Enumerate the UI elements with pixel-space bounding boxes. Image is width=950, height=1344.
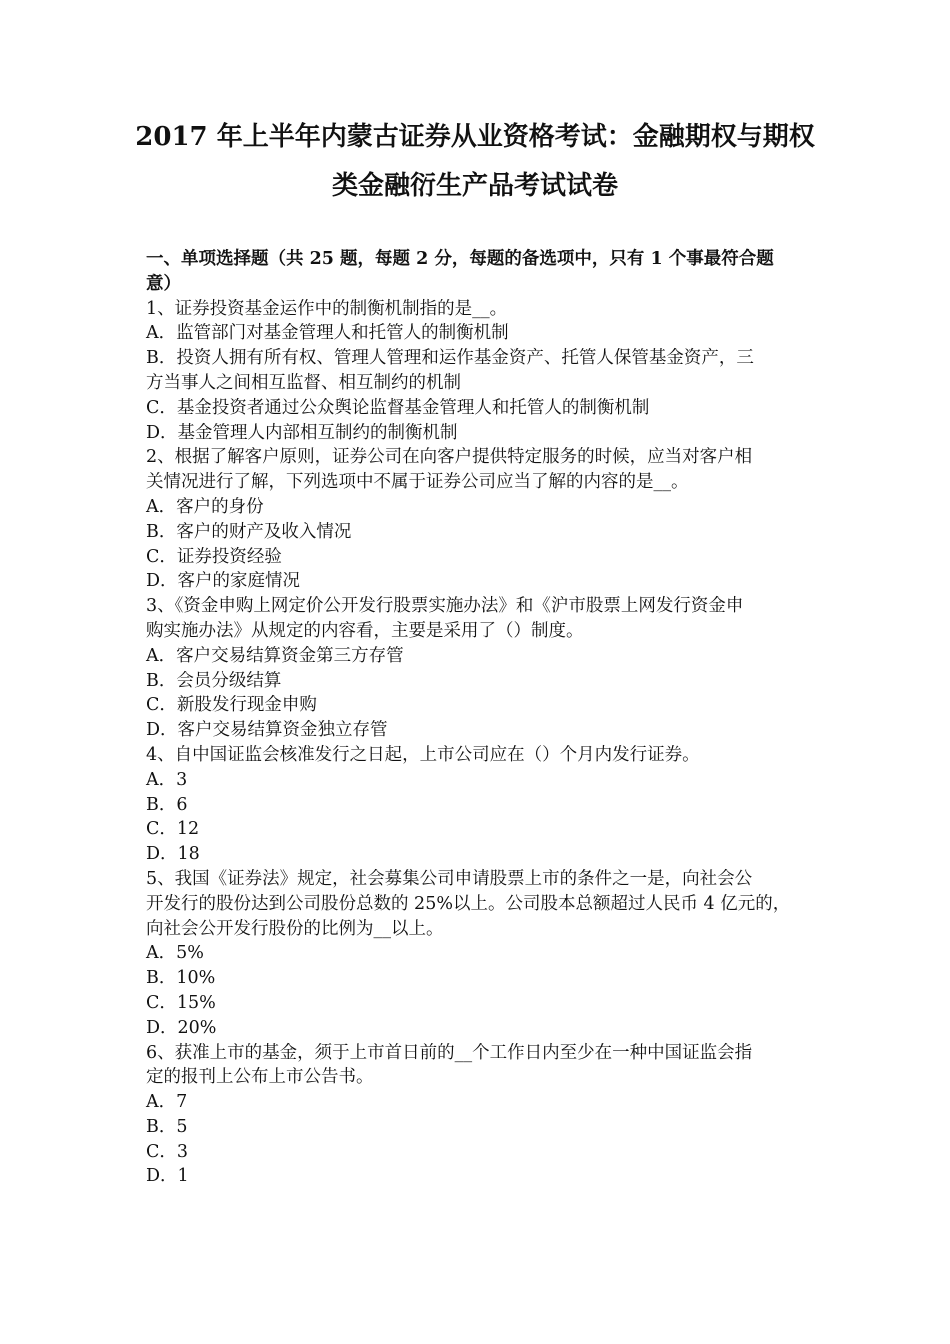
question-block [146,445,816,594]
answer-option-line: D．20% [146,1017,217,1038]
answer-option-line: C．3 [146,1141,189,1162]
question-stem-line: 4、自中国证监会核准发行之日起，上市公司应在（）个月内发行证券。 [146,744,700,765]
document-title-line-1: 2017 年上半年内蒙古证券从业资格考试：金融期权与期权 [135,122,815,152]
question-stem-line: 5、我国《证券法》规定，社会募集公司申请股票上市的条件之一是，向社会公 [146,868,753,889]
question-block [146,594,816,743]
answer-option-line: B．会员分级结算 [146,670,282,691]
answer-option-line: A．客户的身份 [146,496,264,517]
question-stem-line: 购实施办法》从规定的内容看，主要是采用了（）制度。 [146,620,584,641]
answer-option-line: A．3 [146,769,188,790]
answer-option-line: A．5% [146,943,204,964]
question-stem-line: 1、证券投资基金运作中的制衡机制指的是__。 [146,298,508,319]
document-title-line-2: 类金融衍生产品考试试卷 [331,171,618,201]
answer-option-line: A．客户交易结算资金第三方存管 [146,645,404,666]
question-stem-line: 向社会公开发行股份的比例为__以上。 [146,918,444,939]
answer-option-line: D．客户交易结算资金独立存管 [146,720,388,741]
answer-option-line: D．客户的家庭情况 [146,571,301,592]
answer-option-line: C．15% [146,992,216,1013]
answer-option-line: C．新股发行现金申购 [146,695,317,716]
answer-option-line: 方当事人之间相互监督、相互制约的机制 [146,372,461,393]
question-stem-line: 3、《资金申购上网定价公开发行股票实施办法》和《沪市股票上网发行资金申 [146,596,744,617]
answer-option-line: B．10% [146,968,216,989]
answer-option-line: B．6 [146,794,188,815]
section-heading-line-1: 一、单项选择题（共 25 题，每题 2 分，每题的备选项中，只有 1 个事最符合题 [146,249,774,269]
answer-option-line: C．证券投资经验 [146,546,282,567]
document-body [146,247,816,1189]
question-block [146,743,816,867]
section-heading-line-2: 意） [146,273,181,294]
answer-option-line: C．12 [146,819,200,840]
question-block [146,867,816,1041]
answer-option-line: A．7 [146,1092,188,1113]
answer-option-line: C．基金投资者通过公众舆论监督基金管理人和托管人的制衡机制 [146,397,650,418]
question-stem-line: 关情况进行了解，下列选项中不属于证券公司应当了解的内容的是__。 [146,472,689,493]
answer-option-line: B．客户的财产及收入情况 [146,521,352,542]
question-block [146,297,816,446]
answer-option-line: D．18 [146,844,200,865]
answer-option-line: D．1 [146,1166,189,1187]
answer-option-line: D．基金管理人内部相互制约的制衡机制 [146,422,458,443]
question-stem-line: 2、根据了解客户原则，证券公司在向客户提供特定服务的时候，应当对客户相 [146,447,753,468]
question-stem-line: 定的报刊上公布上市公告书。 [146,1067,374,1088]
question-stem-line: 6、获准上市的基金，须于上市首日前的__个工作日内至少在一种中国证监会指 [146,1042,753,1063]
question-block [146,1041,816,1190]
answer-option-line: B．5 [146,1116,188,1137]
question-stem-line: 开发行的股份达到公司股份总数的 25%以上。公司股本总额超过人民币 4 亿元的， [146,893,791,914]
answer-option-line: A．监管部门对基金管理人和托管人的制衡机制 [146,323,509,344]
answer-option-line: B．投资人拥有所有权、管理人管理和运作基金资产、托管人保管基金资产，三 [146,348,754,369]
